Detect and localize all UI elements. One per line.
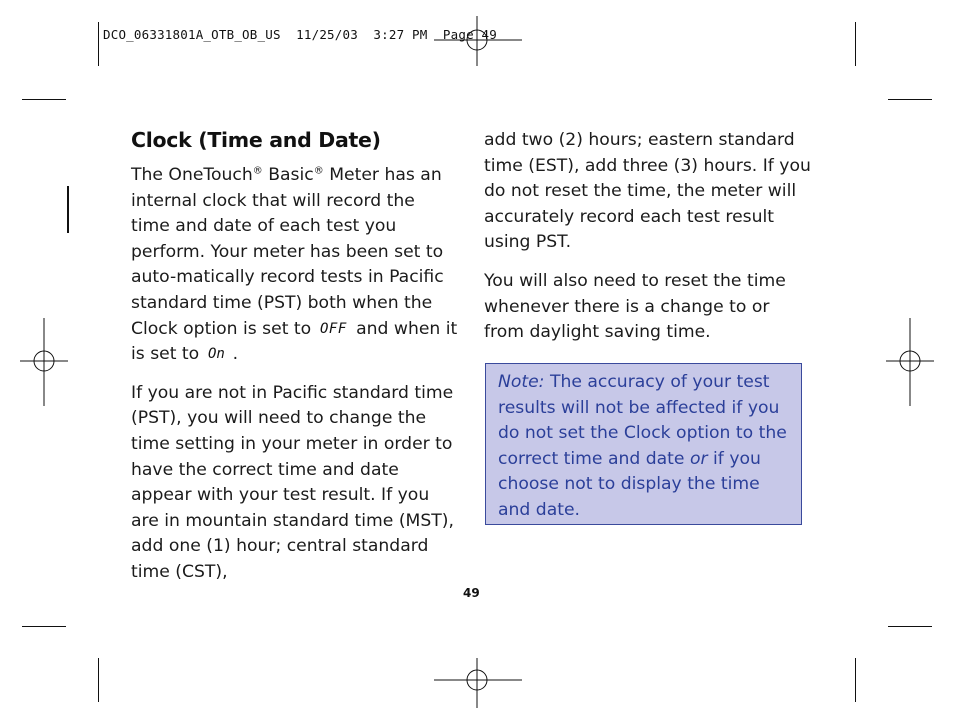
registration-target-icon bbox=[20, 318, 68, 406]
note-label: Note: bbox=[498, 372, 545, 392]
page-number: 49 bbox=[463, 586, 480, 600]
crop-mark bbox=[855, 658, 856, 702]
page-title: Clock (Time and Date) bbox=[131, 128, 381, 152]
crop-mark bbox=[98, 22, 99, 66]
note-box: Note: The accuracy of your test results will not be affected if you do not set the Clock option to the correct time and date or if you choose not to display the time and date. bbox=[485, 363, 802, 525]
registration-target-icon bbox=[886, 318, 934, 406]
right-column bbox=[484, 128, 812, 359]
crop-mark bbox=[888, 626, 932, 627]
lcd-off-icon bbox=[319, 320, 349, 336]
svg-text:On: On bbox=[207, 346, 225, 362]
registered-mark: ® bbox=[313, 165, 324, 177]
printer-slug: DCO_06331801A_OTB_OB_US 11/25/03 3:27 PM Page 49 bbox=[103, 27, 498, 42]
crop-mark bbox=[22, 626, 66, 627]
change-bar bbox=[67, 186, 69, 233]
registered-mark: ® bbox=[252, 165, 263, 177]
paragraph: add two (2) hours; eastern standard time (EST), add three (3) hours. If you do not reset the time, the meter will accurately record each test result using PST. bbox=[484, 130, 811, 253]
paragraph: You will also need to reset the time whenever there is a change to or from daylight saving time. bbox=[484, 270, 786, 343]
lcd-on-icon bbox=[207, 345, 231, 361]
paragraph: If you are not in Pacific standard time (PST), you will need to change the time setting in your meter in order to have the correct time and date appear with your test result. If you are in mountain standard time (MST), add one (1) hour; central standard time (CST), bbox=[131, 382, 454, 582]
svg-text:OFF: OFF bbox=[319, 320, 347, 336]
crop-mark bbox=[888, 99, 932, 100]
crop-mark bbox=[22, 99, 66, 100]
crop-mark bbox=[98, 658, 99, 702]
paragraph: The OneTouch® Basic® Meter has an internal clock that will record the time and date of each test you perform. Your meter has been set to auto-matically record tests in Pacific standard time (PST) both when the Clock option is set to OFF and when it is set to On . bbox=[131, 165, 458, 365]
crop-mark bbox=[855, 22, 856, 66]
left-column bbox=[131, 163, 459, 599]
registration-target-icon bbox=[434, 658, 522, 708]
